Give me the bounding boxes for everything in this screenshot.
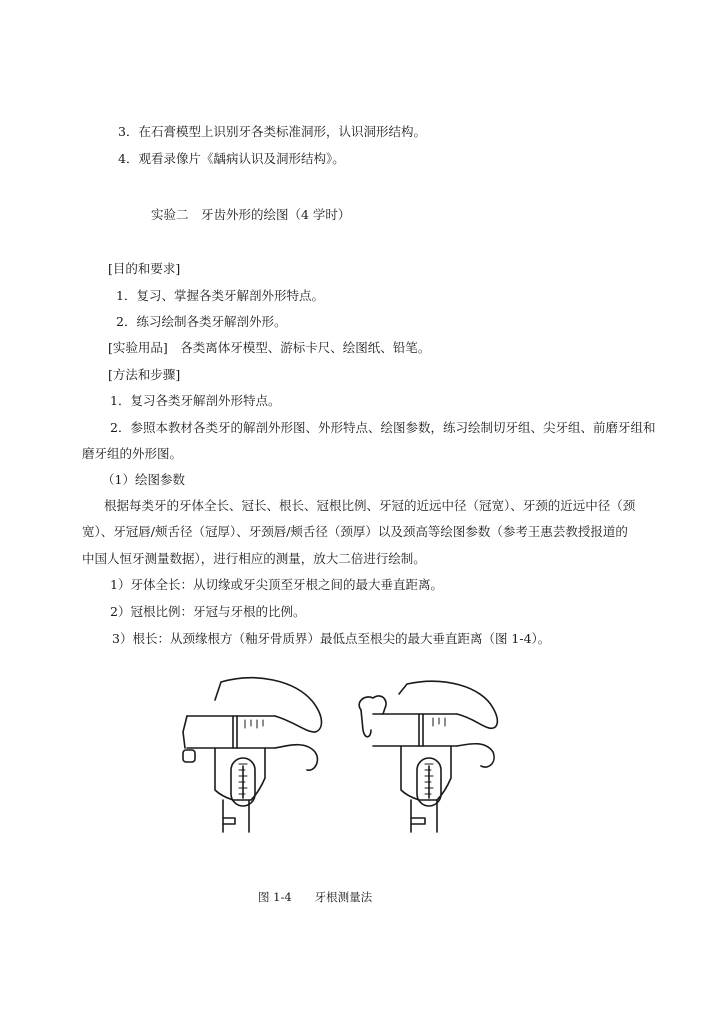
body-paragraph-line-2: 宽）、牙冠唇/颊舌径（冠厚）、牙颈唇/颊舌径（颈厚）以及颈高等绘图参数（参考王惠芸教授报道的 xyxy=(82,524,628,539)
method-item-2-cont: 磨牙组的外形图。 xyxy=(82,446,183,461)
materials-line: [实验用品] 各类离体牙模型、游标卡尺、绘图纸、铅笔。 xyxy=(108,340,431,355)
body-paragraph-line-3: 中国人恒牙测量数据），进行相应的测量，放大二倍进行绘制。 xyxy=(82,551,426,566)
right-caliper xyxy=(359,681,497,832)
param-item-1: 1）牙体全长：从切缘或牙尖顶至牙根之间的最大垂直距离。 xyxy=(110,577,443,592)
param-item-2: 2）冠根比例：牙冠与牙根的比例。 xyxy=(110,604,306,619)
heading-methods: [方法和步骤] xyxy=(108,367,181,382)
paragraph-item-4: 4．观看录像片《龋病认识及洞形结构》。 xyxy=(118,151,345,166)
objective-item-1: 1．复习、掌握各类牙解剖外形特点。 xyxy=(116,288,324,303)
paragraph-item-3: 3．在石膏模型上识别牙各类标准洞形，认识洞形结构。 xyxy=(118,124,426,139)
param-item-3: 3）根长：从颈缘根方（釉牙骨质界）最低点至根尖的最大垂直距离（图 1-4）。 xyxy=(112,631,551,646)
objective-item-2: 2．练习绘制各类牙解剖外形。 xyxy=(116,314,287,329)
subheading-drawing-params: （1）绘图参数 xyxy=(102,472,185,487)
figure-caption: 图 1-4 牙根测量法 xyxy=(258,890,373,904)
heading-objectives: [目的和要求] xyxy=(108,261,181,276)
method-item-2: 2．参照本教材各类牙的解剖外形图、外形特点、绘图参数，练习绘制切牙组、尖牙组、前磨牙组和 xyxy=(110,420,656,435)
method-item-1: 1．复习各类牙解剖外形特点。 xyxy=(110,393,281,408)
caliper-illustration xyxy=(175,672,505,842)
section-title: 实验二 牙齿外形的绘图（4 学时） xyxy=(151,207,351,222)
body-paragraph-line-1: 根据每类牙的牙体全长、冠长、根长、冠根比例、牙冠的近远中径（冠宽）、牙颈的近远中径（颈 xyxy=(104,498,636,513)
left-caliper xyxy=(183,678,322,832)
